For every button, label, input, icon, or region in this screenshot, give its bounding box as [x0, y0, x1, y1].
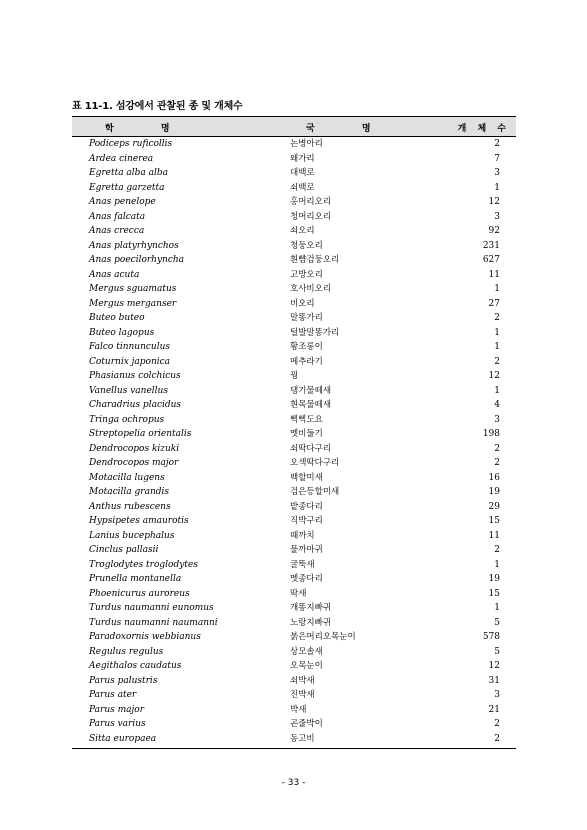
count-cell: 2 — [494, 719, 500, 729]
table-row — [72, 195, 516, 210]
count-cell: 3 — [494, 690, 500, 700]
scientific-name-cell: Troglodytes troglodytes — [89, 559, 198, 570]
count-cell: 92 — [488, 226, 500, 236]
count-cell: 12 — [488, 371, 500, 381]
table-row — [72, 340, 516, 355]
header-korean-name: 국 명 — [306, 124, 393, 134]
korean-name-cell: 대백로 — [290, 168, 315, 178]
count-cell: 1 — [494, 342, 500, 352]
korean-name-cell: 진박새 — [290, 690, 315, 700]
count-cell: 2 — [494, 313, 500, 323]
korean-name-cell: 오색딱다구리 — [290, 458, 340, 468]
scientific-name-cell: Parus major — [89, 704, 145, 715]
korean-name-cell: 흰목물떼새 — [290, 400, 332, 410]
table-row — [72, 181, 516, 196]
count-cell: 2 — [494, 356, 500, 367]
korean-name-cell: 밭종다리 — [290, 501, 323, 512]
table-row — [72, 137, 516, 152]
table-row — [72, 703, 516, 718]
page-number: - 33 - — [281, 778, 306, 788]
count-cell: 11 — [488, 530, 500, 541]
table-row — [72, 239, 516, 254]
korean-name-cell: 박새 — [290, 704, 307, 715]
header-count: 개 체 수 — [457, 124, 510, 134]
scientific-name-cell: Vanellus vanellus — [89, 385, 168, 396]
korean-name-cell: 동고비 — [290, 733, 315, 744]
count-cell: 1 — [494, 559, 500, 570]
korean-name-cell: 황조롱이 — [290, 342, 323, 352]
table-row — [72, 630, 516, 645]
table-row — [72, 384, 516, 399]
scientific-name-cell: Coturnix japonica — [89, 356, 171, 367]
scientific-name-cell: Charadrius placidus — [89, 400, 182, 410]
korean-name-cell: 딱새 — [290, 588, 307, 599]
count-cell: 5 — [494, 617, 500, 628]
table-row — [72, 717, 516, 732]
count-cell: 578 — [482, 632, 500, 642]
count-cell: 2 — [494, 443, 500, 454]
scientific-name-cell: Tringa ochropus — [89, 414, 165, 425]
korean-name-cell: 노랑지빠귀 — [290, 617, 332, 628]
scientific-name-cell: Ardea cinerea — [89, 153, 154, 164]
korean-name-cell: 털발말똥가리 — [290, 327, 340, 338]
table-row — [72, 355, 516, 370]
scientific-name-cell: Sitta europaea — [89, 733, 157, 744]
table-row — [72, 427, 516, 442]
korean-name-cell: 쇠박새 — [290, 675, 315, 686]
scientific-name-cell: Aegithalos caudatus — [89, 661, 182, 671]
count-cell: 1 — [494, 603, 500, 613]
korean-name-cell: 멧종다리 — [290, 574, 323, 584]
count-cell: 7 — [494, 153, 500, 164]
korean-name-cell: 굴뚝새 — [290, 559, 315, 570]
scientific-name-cell: Prunella montanella — [89, 574, 182, 584]
table-header — [72, 116, 516, 137]
scientific-name-cell: Cinclus pallasii — [89, 545, 159, 555]
scientific-name-cell: Dendrocopos kizuki — [89, 443, 180, 454]
korean-name-cell: 메추라기 — [290, 356, 323, 367]
table-row — [72, 311, 516, 326]
table-row — [72, 659, 516, 674]
korean-name-cell: 붉은머리오목눈이 — [290, 632, 356, 642]
count-cell: 4 — [494, 400, 500, 410]
count-cell: 12 — [488, 197, 500, 207]
scientific-name-cell: Anas falcata — [89, 211, 146, 222]
korean-name-cell: 곤줄박이 — [290, 719, 323, 729]
count-cell: 3 — [494, 211, 500, 222]
count-cell: 2 — [494, 545, 500, 555]
table-row — [72, 514, 516, 529]
korean-name-cell: 고방오리 — [290, 269, 323, 280]
scientific-name-cell: Egretta garzetta — [89, 182, 165, 193]
scientific-name-cell: Streptopelia orientalis — [89, 429, 192, 439]
korean-name-cell: 쇠딱다구리 — [290, 443, 332, 454]
korean-name-cell: 오목눈이 — [290, 661, 323, 671]
korean-name-cell: 왜가리 — [290, 153, 315, 164]
table-row — [72, 500, 516, 515]
scientific-name-cell: Phasianus colchicus — [89, 371, 181, 381]
table-row — [72, 732, 516, 747]
korean-name-cell: 쇠오리 — [290, 226, 315, 236]
count-cell: 1 — [494, 327, 500, 338]
korean-name-cell: 개똥지빠귀 — [290, 603, 332, 613]
table-row — [72, 297, 516, 312]
scientific-name-cell: Dendrocopos major — [89, 458, 179, 468]
count-cell: 2 — [494, 458, 500, 468]
scientific-name-cell: Falco tinnunculus — [89, 342, 171, 352]
scientific-name-cell: Anas penelope — [89, 197, 156, 207]
table-row — [72, 456, 516, 471]
scientific-name-cell: Anas poecilorhyncha — [89, 255, 185, 265]
count-cell: 231 — [482, 240, 500, 251]
korean-name-cell: 삑삑도요 — [290, 414, 323, 425]
scientific-name-cell: Anas acuta — [89, 269, 140, 280]
korean-name-cell: 청둥오리 — [290, 240, 323, 251]
scientific-name-cell: Mergus merganser — [89, 298, 177, 309]
scientific-name-cell: Hypsipetes amaurotis — [89, 516, 189, 526]
count-cell: 1 — [494, 284, 500, 294]
korean-name-cell: 비오리 — [290, 298, 315, 309]
count-cell: 19 — [488, 487, 500, 497]
count-cell: 12 — [488, 661, 500, 671]
table-row — [72, 282, 516, 297]
korean-name-cell: 물까마귀 — [290, 545, 323, 555]
korean-name-cell: 논병아리 — [290, 139, 323, 149]
scientific-name-cell: Anas crecca — [89, 226, 145, 236]
table-row — [72, 645, 516, 660]
count-cell: 2 — [494, 733, 500, 744]
korean-name-cell: 멧비둘기 — [290, 429, 323, 439]
korean-name-cell: 댕기물떼새 — [290, 385, 332, 396]
korean-name-cell: 청머리오리 — [290, 211, 332, 222]
scientific-name-cell: Turdus naumanni eunomus — [89, 603, 214, 613]
table-row — [72, 529, 516, 544]
count-cell: 16 — [488, 472, 500, 483]
count-cell: 2 — [494, 139, 500, 149]
korean-name-cell: 쇠백로 — [290, 182, 315, 193]
header-scientific-name: 학 명 — [105, 124, 192, 134]
korean-name-cell: 홍머리오리 — [290, 197, 332, 207]
table-row — [72, 398, 516, 413]
table-row — [72, 572, 516, 587]
count-cell: 198 — [482, 429, 500, 439]
scientific-name-cell: Parus ater — [89, 690, 137, 700]
scientific-name-cell: Anas platyrhynchos — [89, 240, 179, 251]
count-cell: 1 — [494, 182, 500, 193]
korean-name-cell: 때까치 — [290, 530, 315, 541]
scientific-name-cell: Mergus sguamatus — [89, 284, 177, 294]
count-cell: 627 — [482, 255, 500, 265]
table-row — [72, 253, 516, 268]
table-row — [72, 413, 516, 428]
table-row — [72, 369, 516, 384]
korean-name-cell: 말똥가리 — [290, 313, 323, 323]
scientific-name-cell: Turdus naumanni naumanni — [89, 617, 218, 628]
scientific-name-cell: Phoenicurus auroreus — [89, 588, 190, 599]
table-row — [72, 268, 516, 283]
count-cell: 3 — [494, 414, 500, 425]
count-cell: 29 — [488, 501, 500, 512]
korean-name-cell: 검은등할미새 — [290, 487, 340, 497]
count-cell: 27 — [488, 298, 500, 309]
table-row — [72, 587, 516, 602]
scientific-name-cell: Anthus rubescens — [89, 501, 171, 512]
count-cell: 3 — [494, 168, 500, 178]
table-row — [72, 601, 516, 616]
scientific-name-cell: Parus palustris — [89, 675, 158, 686]
species-table — [72, 116, 516, 749]
korean-name-cell: 상모솔새 — [290, 646, 323, 657]
scientific-name-cell: Egretta alba alba — [89, 168, 169, 178]
scientific-name-cell: Parus varius — [89, 719, 146, 729]
count-cell: 21 — [488, 704, 500, 715]
table-row — [72, 616, 516, 631]
korean-name-cell: 흰뺨검둥오리 — [290, 255, 340, 265]
scientific-name-cell: Lanius bucephalus — [89, 530, 175, 541]
table-row — [72, 152, 516, 167]
count-cell: 11 — [488, 269, 500, 280]
table-row — [72, 543, 516, 558]
korean-name-cell: 백할미새 — [290, 472, 323, 483]
count-cell: 15 — [488, 516, 500, 526]
count-cell: 5 — [494, 646, 500, 657]
scientific-name-cell: Motacilla lugens — [89, 472, 165, 483]
table-row — [72, 674, 516, 689]
korean-name-cell: 직박구리 — [290, 516, 323, 526]
table-row — [72, 326, 516, 341]
korean-name-cell: 꿩 — [290, 371, 299, 381]
table-body — [72, 137, 516, 746]
table-row — [72, 224, 516, 239]
table-row — [72, 471, 516, 486]
scientific-name-cell: Buteo lagopus — [89, 327, 155, 338]
scientific-name-cell: Paradoxornis webbianus — [89, 632, 201, 642]
scientific-name-cell: Podiceps ruficollis — [89, 139, 173, 149]
table-bottom-rule — [72, 746, 516, 749]
table-caption: 표 11-1. 섬강에서 관찰된 종 및 개체수 — [72, 101, 243, 112]
scientific-name-cell: Motacilla grandis — [89, 487, 170, 497]
table-row — [72, 485, 516, 500]
table-row — [72, 688, 516, 703]
count-cell: 1 — [494, 385, 500, 396]
count-cell: 15 — [488, 588, 500, 599]
table-row — [72, 442, 516, 457]
table-row — [72, 166, 516, 181]
count-cell: 19 — [488, 574, 500, 584]
korean-name-cell: 호사비오리 — [290, 284, 332, 294]
table-row — [72, 210, 516, 225]
table-row — [72, 558, 516, 573]
scientific-name-cell: Regulus regulus — [89, 646, 164, 657]
scientific-name-cell: Buteo buteo — [89, 313, 145, 323]
count-cell: 31 — [488, 675, 500, 686]
